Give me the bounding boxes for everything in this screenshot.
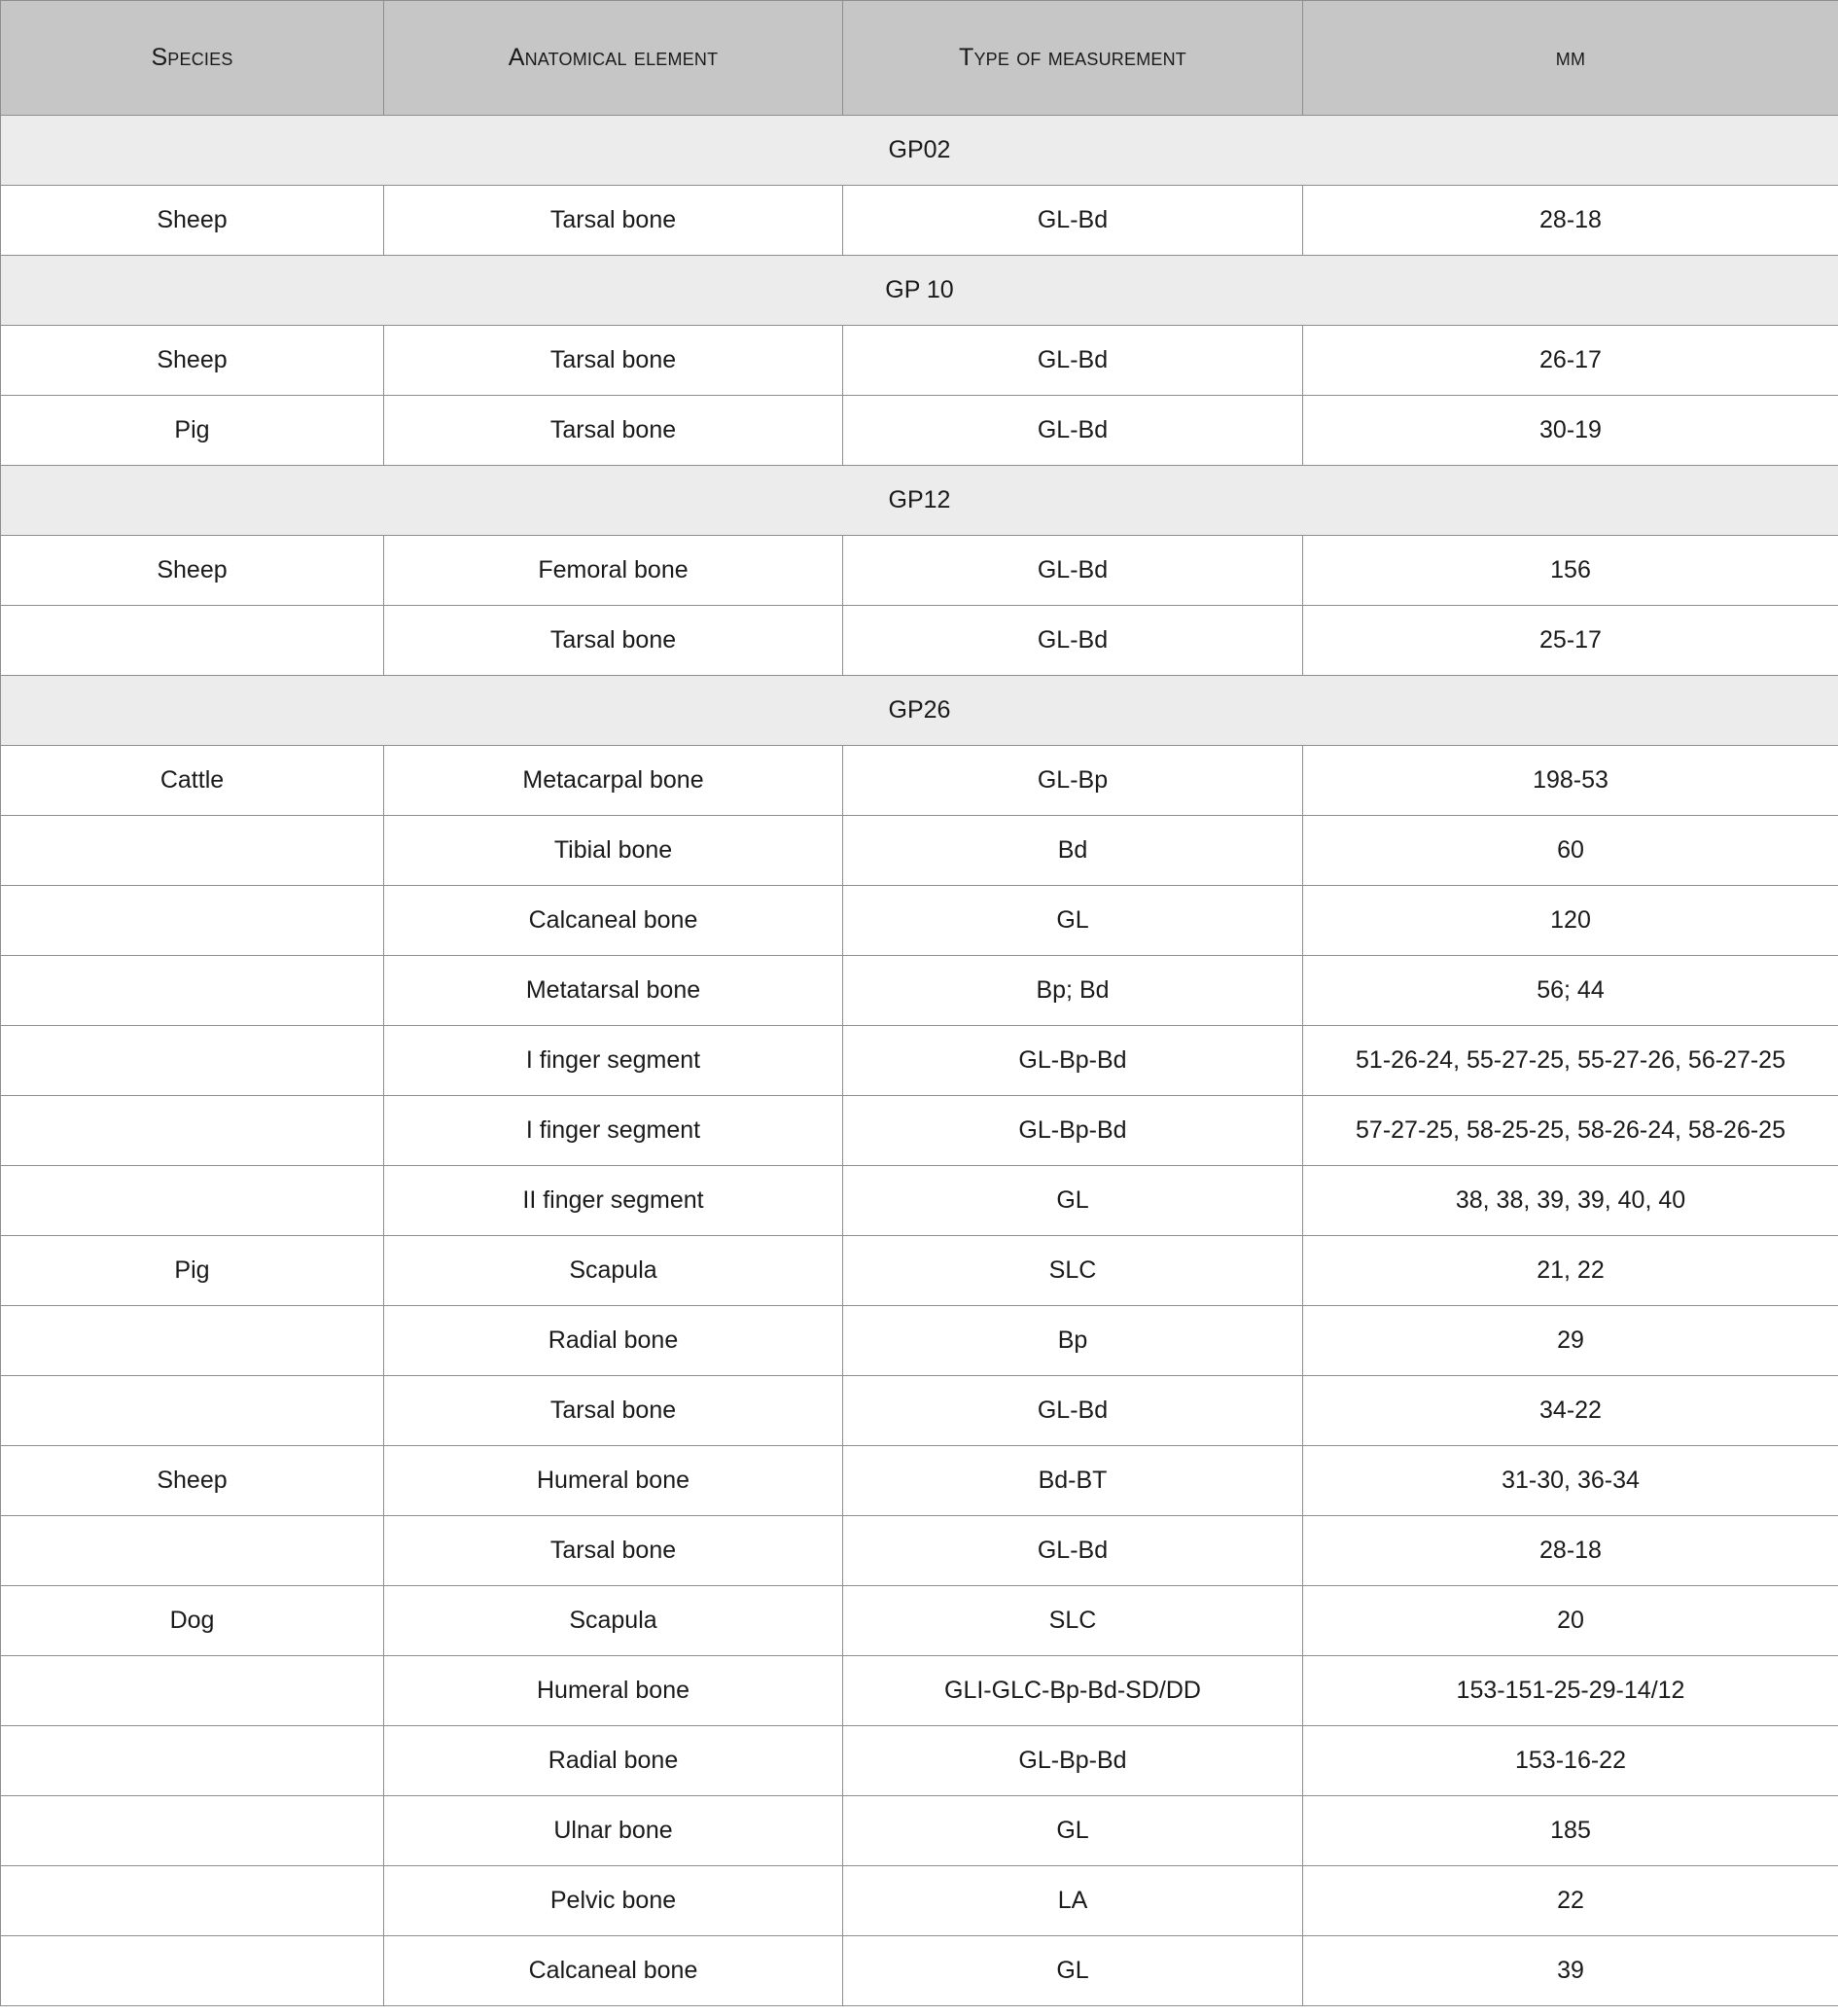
species-cell	[1, 1796, 384, 1866]
mm-value-cell: 57-27-25, 58-25-25, 58-26-24, 58-26-25	[1303, 1096, 1838, 1166]
anatomical-element-cell: Tibial bone	[384, 816, 843, 886]
table-row	[1, 1236, 1838, 1306]
measurement-type-cell: LA	[843, 1866, 1303, 1936]
mm-value-cell: 25-17	[1303, 606, 1838, 676]
mm-value-cell: 30-19	[1303, 396, 1838, 466]
measurement-type-cell: GL-Bp-Bd	[843, 1026, 1303, 1096]
species-cell	[1, 1726, 384, 1796]
measurement-type-cell: GL-Bd	[843, 1516, 1303, 1586]
header-row	[1, 1, 1838, 116]
species-cell	[1, 1306, 384, 1376]
species-cell	[1, 1656, 384, 1726]
table-row	[1, 886, 1838, 956]
table-row	[1, 1166, 1838, 1236]
group-row	[1, 466, 1838, 536]
table-row	[1, 1586, 1838, 1656]
species-cell: Dog	[1, 1586, 384, 1656]
measurement-type-cell: GLI-GLC-Bp-Bd-SD/DD	[843, 1656, 1303, 1726]
anatomical-element-cell: Tarsal bone	[384, 1376, 843, 1446]
anatomical-element-cell: Calcaneal bone	[384, 1936, 843, 2006]
table-row	[1, 1516, 1838, 1586]
measurement-type-cell: GL	[843, 886, 1303, 956]
mm-value-cell: 39	[1303, 1936, 1838, 2006]
table-row	[1, 186, 1838, 256]
mm-value-cell: 31-30, 36-34	[1303, 1446, 1838, 1516]
table-row	[1, 396, 1838, 466]
species-cell: Sheep	[1, 186, 384, 256]
species-cell	[1, 1936, 384, 2006]
group-label: GP02	[1, 116, 1838, 186]
anatomical-element-cell: II finger segment	[384, 1166, 843, 1236]
table-row	[1, 536, 1838, 606]
header-anatomical-element: Anatomical element	[384, 1, 843, 116]
anatomical-element-cell: Tarsal bone	[384, 326, 843, 396]
group-label: GP 10	[1, 256, 1838, 326]
group-row	[1, 676, 1838, 746]
anatomical-element-cell: Radial bone	[384, 1726, 843, 1796]
mm-value-cell: 22	[1303, 1866, 1838, 1936]
measurement-type-cell: GL-Bd	[843, 326, 1303, 396]
measurement-type-cell: SLC	[843, 1236, 1303, 1306]
anatomical-element-cell: Ulnar bone	[384, 1796, 843, 1866]
measurement-type-cell: Bd	[843, 816, 1303, 886]
mm-value-cell: 51-26-24, 55-27-25, 55-27-26, 56-27-25	[1303, 1026, 1838, 1096]
species-cell: Pig	[1, 396, 384, 466]
anatomical-element-cell: Scapula	[384, 1586, 843, 1656]
anatomical-element-cell: Metacarpal bone	[384, 746, 843, 816]
anatomical-element-cell: Humeral bone	[384, 1656, 843, 1726]
mm-value-cell: 28-18	[1303, 186, 1838, 256]
mm-value-cell: 34-22	[1303, 1376, 1838, 1446]
table-row	[1, 816, 1838, 886]
table-row	[1, 1026, 1838, 1096]
anatomical-element-cell: Femoral bone	[384, 536, 843, 606]
mm-value-cell: 153-151-25-29-14/12	[1303, 1656, 1838, 1726]
measurement-type-cell: Bp; Bd	[843, 956, 1303, 1026]
group-row	[1, 256, 1838, 326]
table-row	[1, 746, 1838, 816]
mm-value-cell: 26-17	[1303, 326, 1838, 396]
mm-value-cell: 156	[1303, 536, 1838, 606]
header-type-of-measurement: Type of measurement	[843, 1, 1303, 116]
anatomical-element-cell: Metatarsal bone	[384, 956, 843, 1026]
table-row	[1, 1306, 1838, 1376]
table-row	[1, 1096, 1838, 1166]
table-row	[1, 1796, 1838, 1866]
table-row	[1, 1726, 1838, 1796]
species-cell	[1, 1026, 384, 1096]
table-header	[1, 1, 1838, 116]
measurement-type-cell: GL-Bd	[843, 1376, 1303, 1446]
measurement-type-cell: GL	[843, 1166, 1303, 1236]
table-row	[1, 326, 1838, 396]
table-row	[1, 1446, 1838, 1516]
species-cell	[1, 1166, 384, 1236]
anatomical-element-cell: Radial bone	[384, 1306, 843, 1376]
measurement-type-cell: GL	[843, 1796, 1303, 1866]
anatomical-element-cell: Calcaneal bone	[384, 886, 843, 956]
species-cell: Cattle	[1, 746, 384, 816]
anatomical-element-cell: I finger segment	[384, 1026, 843, 1096]
species-cell	[1, 816, 384, 886]
mm-value-cell: 198-53	[1303, 746, 1838, 816]
species-cell	[1, 1376, 384, 1446]
anatomical-element-cell: Tarsal bone	[384, 186, 843, 256]
species-cell: Sheep	[1, 536, 384, 606]
table-row	[1, 1376, 1838, 1446]
header-species: Species	[1, 1, 384, 116]
species-cell	[1, 1866, 384, 1936]
table-row	[1, 606, 1838, 676]
measurement-type-cell: SLC	[843, 1586, 1303, 1656]
mm-value-cell: 38, 38, 39, 39, 40, 40	[1303, 1166, 1838, 1236]
table-body	[1, 116, 1838, 2006]
anatomical-element-cell: Tarsal bone	[384, 606, 843, 676]
mm-value-cell: 20	[1303, 1586, 1838, 1656]
measurement-type-cell: GL-Bd	[843, 186, 1303, 256]
table-row	[1, 1936, 1838, 2006]
measurement-type-cell: GL	[843, 1936, 1303, 2006]
table-row	[1, 1866, 1838, 1936]
table-row	[1, 1656, 1838, 1726]
mm-value-cell: 60	[1303, 816, 1838, 886]
measurement-type-cell: Bd-BT	[843, 1446, 1303, 1516]
species-cell	[1, 1516, 384, 1586]
mm-value-cell: 56; 44	[1303, 956, 1838, 1026]
species-cell: Sheep	[1, 326, 384, 396]
group-row	[1, 116, 1838, 186]
species-cell	[1, 1096, 384, 1166]
mm-value-cell: 185	[1303, 1796, 1838, 1866]
species-cell: Pig	[1, 1236, 384, 1306]
species-cell	[1, 886, 384, 956]
group-label: GP26	[1, 676, 1838, 746]
measurement-type-cell: GL-Bp	[843, 746, 1303, 816]
mm-value-cell: 29	[1303, 1306, 1838, 1376]
measurement-type-cell: Bp	[843, 1306, 1303, 1376]
measurement-type-cell: GL-Bd	[843, 396, 1303, 466]
anatomical-element-cell: Scapula	[384, 1236, 843, 1306]
mm-value-cell: 153-16-22	[1303, 1726, 1838, 1796]
anatomical-element-cell: Tarsal bone	[384, 1516, 843, 1586]
measurement-type-cell: GL-Bd	[843, 536, 1303, 606]
anatomical-element-cell: Pelvic bone	[384, 1866, 843, 1936]
mm-value-cell: 120	[1303, 886, 1838, 956]
anatomical-element-cell: Tarsal bone	[384, 396, 843, 466]
anatomical-element-cell: Humeral bone	[384, 1446, 843, 1516]
species-cell: Sheep	[1, 1446, 384, 1516]
species-cell	[1, 606, 384, 676]
table-row	[1, 956, 1838, 1026]
measurement-type-cell: GL-Bp-Bd	[843, 1096, 1303, 1166]
measurement-type-cell: GL-Bp-Bd	[843, 1726, 1303, 1796]
species-cell	[1, 956, 384, 1026]
mm-value-cell: 28-18	[1303, 1516, 1838, 1586]
measurement-type-cell: GL-Bd	[843, 606, 1303, 676]
anatomical-element-cell: I finger segment	[384, 1096, 843, 1166]
mm-value-cell: 21, 22	[1303, 1236, 1838, 1306]
header-mm: mm	[1303, 1, 1838, 116]
group-label: GP12	[1, 466, 1838, 536]
